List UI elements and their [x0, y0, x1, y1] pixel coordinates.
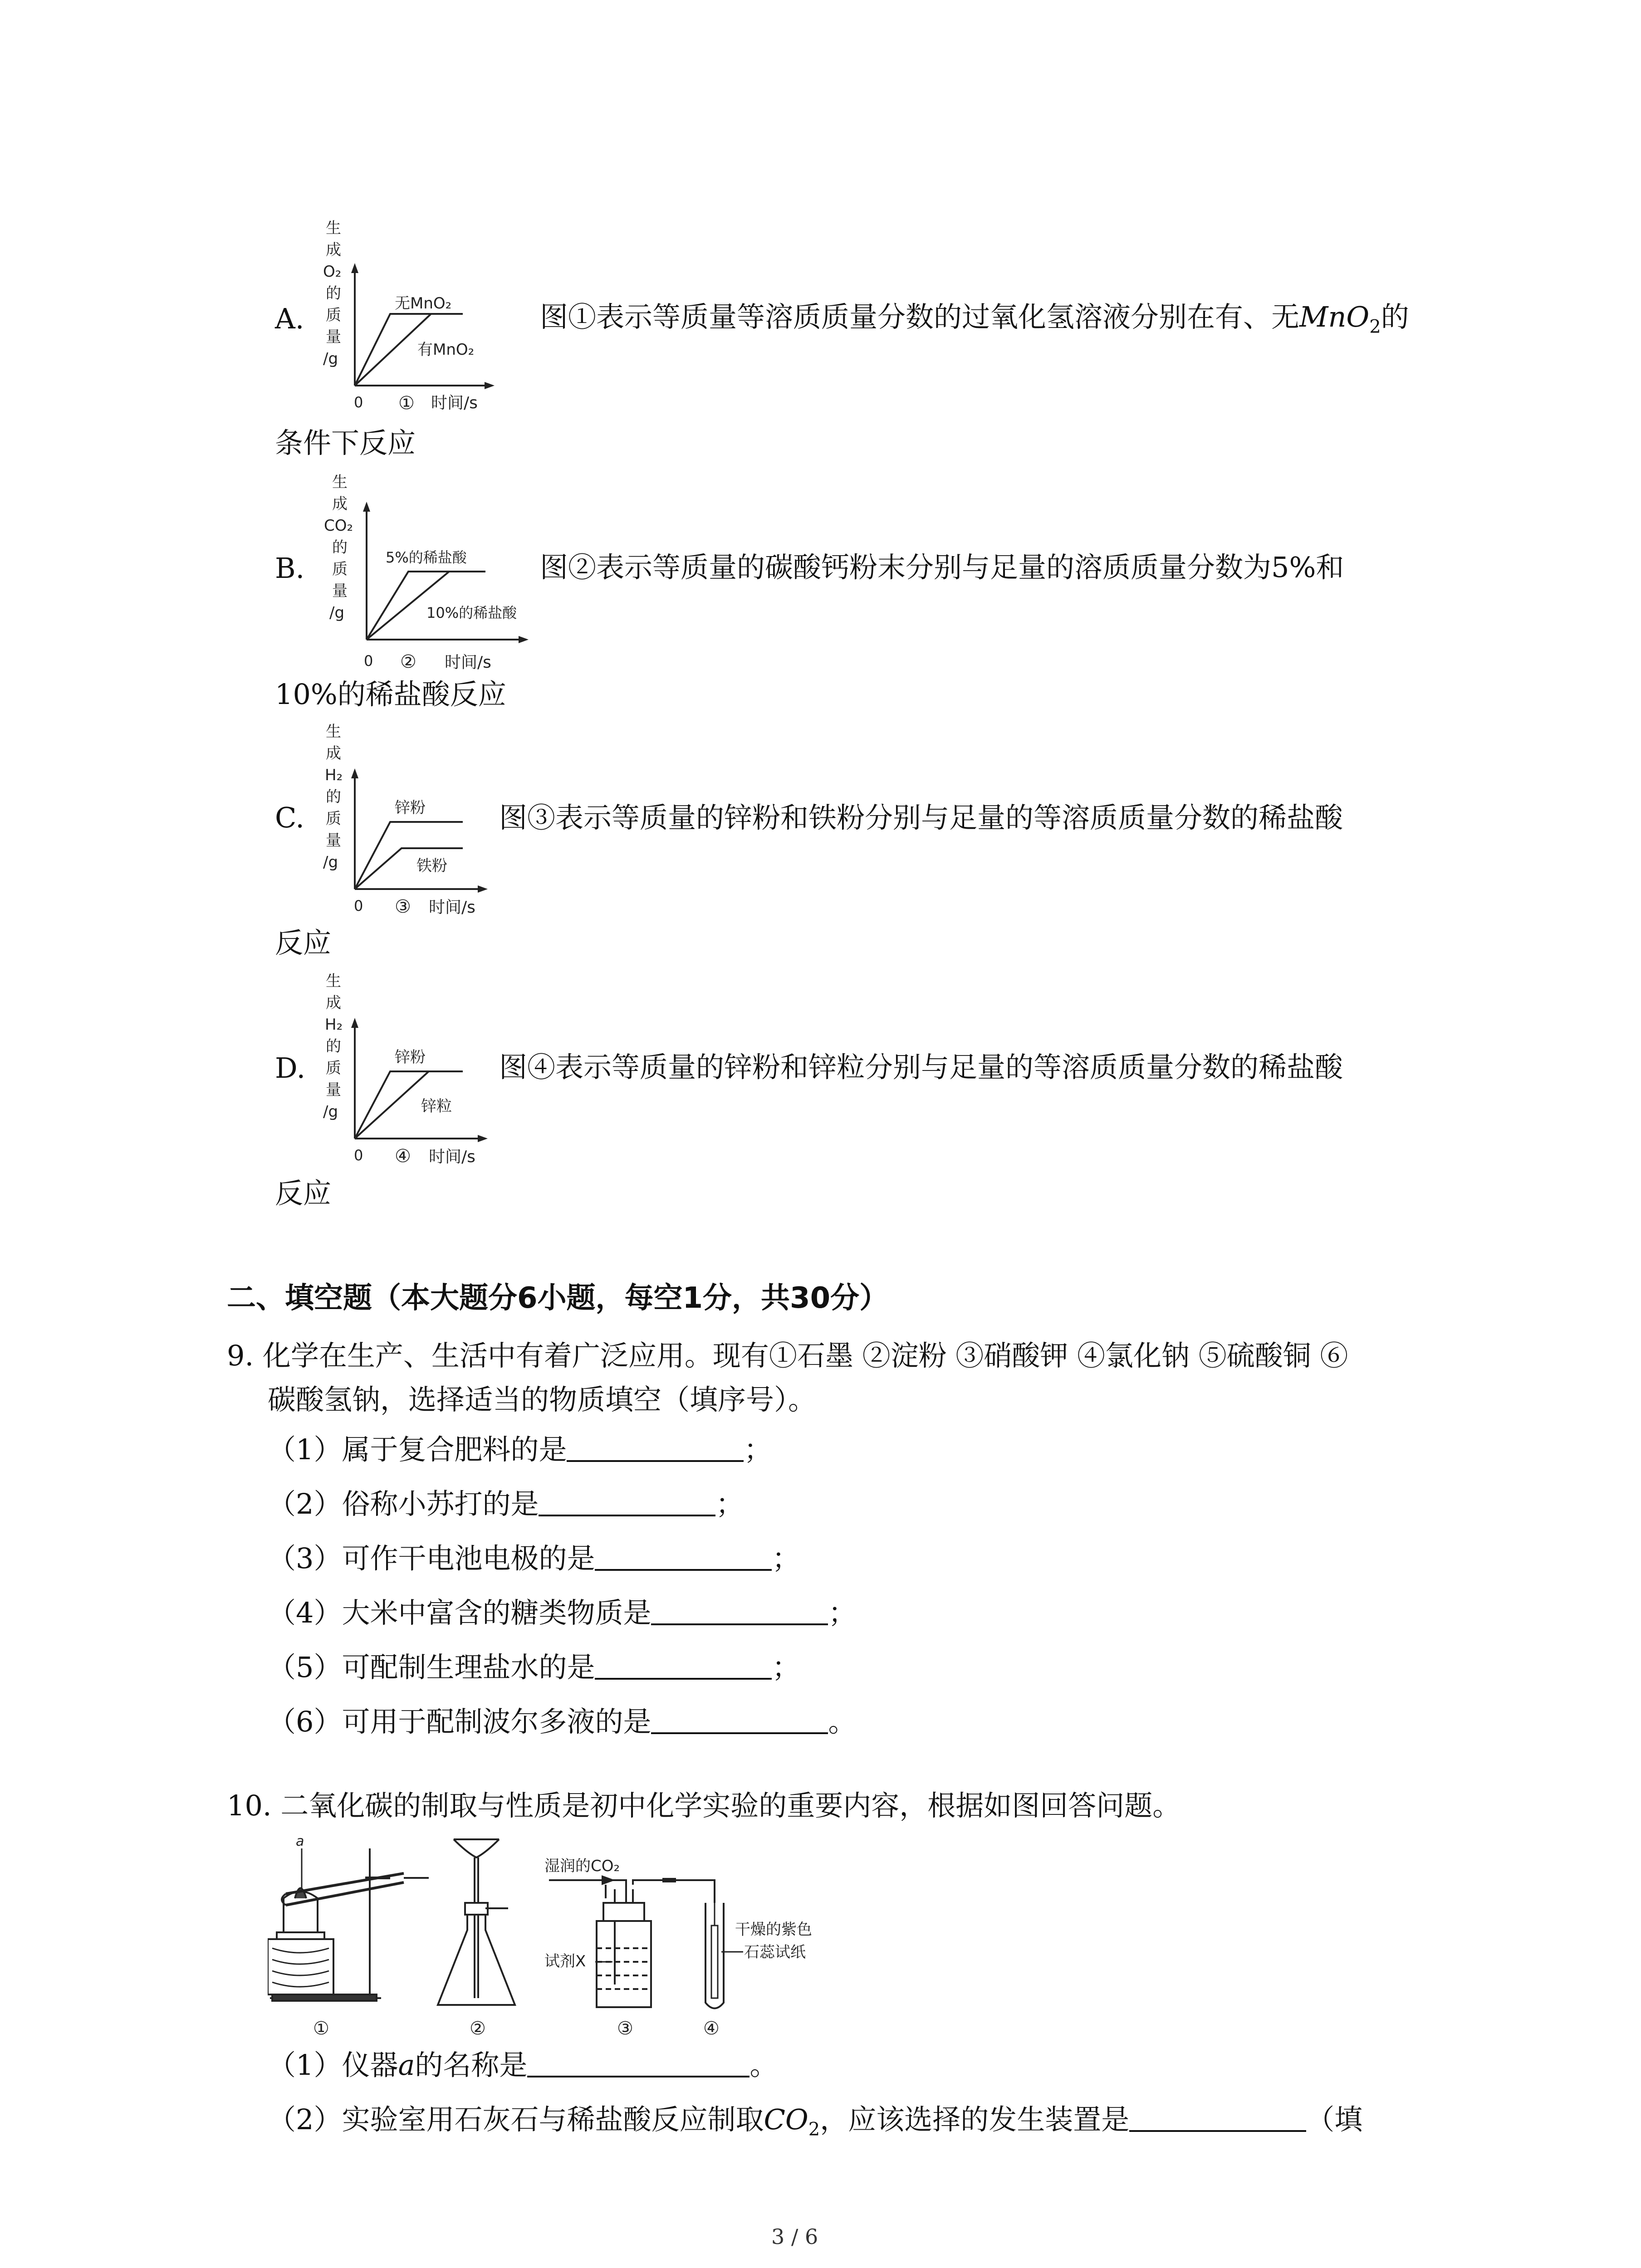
option-a-desc: [540, 300, 1409, 337]
graph-4-circle: ④: [395, 1146, 411, 1167]
graph-1-y-arrow: [351, 263, 358, 273]
q10-sub1-post: 的名称是: [415, 2048, 528, 2082]
graph-3-ylabel-1: 成: [326, 744, 341, 763]
graph-4-ylabel-0: 生: [326, 972, 341, 990]
graph-1-ylabel-5: 量: [326, 328, 341, 346]
apparatus-3: [549, 1877, 715, 2007]
graph-2-x-arrow: [519, 636, 529, 643]
graph-3-ylabel-5: 量: [326, 831, 341, 850]
graph-3-ylabel-4: 质: [326, 810, 341, 828]
q9-line1: 9. 化学在生产、生活中有着广泛应用。现有①石墨 ②淀粉 ③硝酸钾 ④氯化钠 ⑤硫酸铜 ⑥: [227, 1339, 1348, 1372]
graph-3-ylabel-3: 的: [326, 788, 341, 806]
option-a-desc-tail: 的: [1381, 300, 1409, 333]
q9-item-5-label: （5）可配制生理盐水的是: [268, 1651, 595, 1684]
apparatus-2: [438, 1839, 515, 2005]
graph-2-ylabel-2: CO₂: [324, 517, 353, 535]
graph-1-ylabel-3: 的: [326, 284, 341, 303]
apparatus-4: [705, 1898, 724, 2009]
graph-2: [313, 472, 549, 680]
apparatus-1-label-a: a: [296, 1835, 304, 1849]
q9-blank-1[interactable]: [567, 1460, 744, 1462]
apparatus-3-label-reagent: 试剂X: [544, 1952, 586, 1970]
option-letter-c: C.: [275, 801, 304, 834]
graph-1-xlabel: 时间/s: [431, 394, 478, 412]
graph-2-ylabel-0: 生: [332, 473, 348, 491]
graph-2-ylabel-4: 质: [332, 560, 348, 578]
q10-sub2-formula-sub: 2: [808, 2119, 820, 2140]
apparatus-num-2: ②: [470, 2018, 486, 2039]
graph-4-xlabel: 时间/s: [429, 1148, 475, 1166]
option-d-desc-cont: 反应: [275, 1177, 332, 1210]
graph-1-ylabel-6: /g: [323, 350, 338, 368]
graph-3-xlabel: 时间/s: [429, 898, 475, 917]
q9-blank-6[interactable]: [651, 1732, 828, 1734]
graph-4-line1-label: 锌粉: [395, 1048, 426, 1066]
q9-item-2-end: ；: [715, 1487, 744, 1520]
q9-item-6: [268, 1705, 857, 1738]
q10-intro: 10. 二氧化碳的制取与性质是初中化学实验的重要内容，根据如图回答问题。: [227, 1789, 1181, 1822]
apparatus-3-label-co2: 湿润的CO₂: [544, 1857, 620, 1875]
q9-item-5: [268, 1651, 800, 1684]
graph-3-ylabel-0: 生: [326, 723, 341, 741]
q10-sub2: [268, 2103, 1363, 2140]
graph-1-x-arrow: [485, 382, 495, 389]
option-c-desc-cont: 反应: [275, 926, 332, 959]
q9-item-6-label: （6）可用于配制波尔多液的是: [268, 1705, 652, 1738]
q9-item-2: [268, 1487, 744, 1520]
graph-3-circle: ③: [395, 896, 411, 917]
q10-sub2-formula: CO: [764, 2103, 808, 2136]
q9-item-3: [268, 1542, 800, 1575]
graph-4-x-arrow: [478, 1135, 488, 1142]
graph-1-ylabel-0: 生: [326, 219, 341, 237]
graph-2-ylabel-6: /g: [329, 604, 345, 622]
graph-3-x-arrow: [478, 885, 488, 893]
graph-3-series-1: [355, 822, 463, 889]
q9-item-4-label: （4）大米中富含的糖类物质是: [268, 1596, 652, 1629]
graph-4-ylabel-1: 成: [326, 994, 341, 1012]
apparatus-num-3: ③: [617, 2018, 633, 2039]
graph-2-line2-label: 10%的稀盐酸: [426, 604, 517, 621]
graph-1-line1-label: 无MnO₂: [395, 294, 452, 313]
option-a-desc-cont: 条件下反应: [275, 426, 416, 459]
graph-1-circle: ①: [398, 393, 415, 414]
graph-3: [313, 721, 504, 934]
q9-blank-3[interactable]: [595, 1569, 772, 1571]
graph-2-xlabel: 时间/s: [445, 653, 491, 672]
option-a-formula-sub: 2: [1369, 316, 1381, 337]
q10-blank-2[interactable]: [1129, 2130, 1306, 2132]
apparatus-1: [268, 1848, 429, 2001]
q10-sub1: [268, 2048, 778, 2082]
graph-3-line1-label: 锌粉: [395, 799, 426, 817]
graph-1-ylabel-4: 质: [326, 306, 341, 324]
q9-blank-4[interactable]: [651, 1623, 828, 1625]
q9-item-5-end: ；: [772, 1651, 800, 1684]
graph-3-line2-label: 铁粉: [416, 857, 447, 875]
graph-1-zero: 0: [354, 394, 363, 411]
apparatus-4-label-paper1: 干燥的紫色: [735, 1921, 812, 1939]
graph-4-ylabel-6: /g: [323, 1103, 338, 1121]
section-heading: 二、填空题（本大题分6小题，每空1分，共30分）: [227, 1281, 889, 1315]
graph-1: [313, 218, 504, 431]
graph-2-ylabel-1: 成: [332, 495, 348, 513]
option-letter-a: A.: [275, 302, 304, 335]
graph-4: [313, 971, 504, 1184]
q10-blank-1[interactable]: [527, 2076, 749, 2077]
q10-sub2-post: ，应该选择的发生装置是: [820, 2103, 1130, 2136]
graph-1-ylabel-2: O₂: [323, 263, 342, 281]
page-number: 3 / 6: [771, 2224, 818, 2249]
graph-4-series-2: [355, 1071, 429, 1139]
graph-2-zero: 0: [364, 652, 373, 670]
q10-sub1-pre: （1）仪器: [268, 2048, 398, 2082]
q9-item-1-label: （1）属于复合肥料的是: [268, 1433, 567, 1466]
graph-3-ylabel-2: H₂: [325, 766, 343, 784]
q9-item-6-end: 。: [828, 1705, 857, 1738]
graph-1-ylabel-1: 成: [326, 241, 341, 259]
graph-2-circle: ②: [400, 651, 416, 672]
graph-4-zero: 0: [354, 1147, 363, 1164]
q9-item-4: [268, 1596, 857, 1629]
apparatus-num-4: ④: [703, 2018, 720, 2039]
q10-sub1-var: a: [398, 2048, 415, 2082]
q9-item-1-end: ；: [744, 1433, 772, 1466]
q9-item-3-end: ；: [772, 1542, 800, 1575]
option-a-desc-main: 图①表示等质量等溶质质量分数的过氧化氢溶液分别在有、无: [540, 300, 1300, 333]
q10-sub1-end: 。: [749, 2048, 778, 2082]
apparatus-num-1: ①: [313, 2018, 329, 2039]
q9-item-4-end: ；: [828, 1596, 857, 1629]
graph-3-zero: 0: [354, 897, 363, 914]
graph-4-ylabel-4: 质: [326, 1059, 341, 1077]
graph-4-y-arrow: [351, 1018, 358, 1028]
graph-4-line2-label: 锌粒: [421, 1097, 452, 1115]
q9-blank-5[interactable]: [595, 1678, 772, 1680]
graph-1-line2-label: 有MnO₂: [417, 341, 475, 359]
option-letter-b: B.: [275, 552, 305, 585]
q10-sub2-end: （填: [1306, 2103, 1363, 2136]
graph-4-ylabel-5: 量: [326, 1081, 341, 1099]
graph-2-line1-label: 5%的稀盐酸: [386, 549, 467, 566]
option-c-desc-main: 图③表示等质量的锌粉和铁粉分别与足量的等溶质质量分数的稀盐酸: [499, 801, 1343, 834]
graph-2-y-arrow: [363, 502, 370, 512]
q9-blank-2[interactable]: [539, 1515, 715, 1516]
graph-2-ylabel-5: 量: [332, 582, 348, 600]
graph-3-ylabel-6: /g: [323, 853, 338, 871]
option-letter-d: D.: [275, 1051, 306, 1085]
graph-2-ylabel-3: 的: [332, 538, 348, 557]
graph-4-ylabel-2: H₂: [325, 1016, 343, 1034]
option-a-formula: MnO: [1299, 300, 1370, 333]
apparatus-figure: [268, 1835, 894, 2043]
q9-item-3-label: （3）可作干电池电极的是: [268, 1542, 595, 1575]
graph-3-y-arrow: [351, 768, 358, 778]
q9-item-2-label: （2）俗称小苏打的是: [268, 1487, 539, 1520]
q9-item-1: [268, 1433, 772, 1466]
apparatus-4-label-paper2: 石蕊试纸: [744, 1943, 806, 1961]
option-b-desc-cont: 10%的稀盐酸反应: [275, 678, 506, 711]
graph-4-ylabel-3: 的: [326, 1037, 341, 1056]
option-d-desc-main: 图④表示等质量的锌粉和锌粒分别与足量的等溶质质量分数的稀盐酸: [499, 1051, 1343, 1084]
q9-line2: 碳酸氢钠，选择适当的物质填空（填序号）。: [268, 1383, 817, 1416]
q10-sub2-pre: （2）实验室用石灰石与稀盐酸反应制取: [268, 2103, 764, 2136]
option-b-desc-main: 图②表示等质量的碳酸钙粉末分别与足量的溶质质量分数为5%和: [540, 551, 1344, 584]
